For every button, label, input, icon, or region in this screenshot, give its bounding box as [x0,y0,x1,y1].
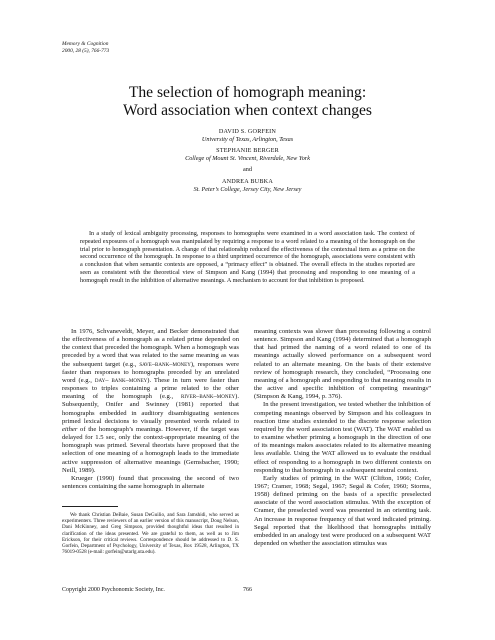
journal-name: Memory & Cognition [62,41,109,47]
author-affiliation: St. Peter’s College, Jersey City, New Jersey [193,185,302,193]
author-affiliation: University of Texas, Arlington, Texas [201,135,294,143]
emphasis: either [62,425,78,433]
author-note-footnote: We thank Christian DeBaie, Susan DeGuilio, and Sara Jamshidi, who served as experimenters. Three reviewers of an earlier version of this manuscript, Doug Nelson, Dani McKinney, and Greg Simpson, provided thoughtful ideas that resulted in clarification of the ideas presented. We are grateful to them, as well as to Jim Erickson, for their critical reviews. Correspondence should be addressed to D. S. Gorfein, Department of Psychology, University of Texas, Box 19528, Arlington, TX 76019-0528 (e-mail: gorfein@utarlg.uta.edu). [62,512,239,556]
example-triple: day– bank–money [94,376,148,384]
author-name: STEPHANIE BERGER [216,147,279,155]
author-name: DAVID S. GORFEIN [218,128,277,135]
author-conjunction: and [243,166,252,174]
body-paragraph: In the present investigation, we tested whether the inhibition of competing meanings observed by Simpson and his colleagues in reaction time studies extended to the discrete response selection required by the word association test (WAT). The WAT enabled us to examine whether priming a homograph in the direction of one of its meanings makes associates related to its alternative meaning less available. Using the WAT allowed us to evaluate the residual effect of responding to a homograph in two different contexts on responding to that homograph in a subsequent neutral context. [254,401,431,474]
copyright-notice: Copyright 2000 Psychonomic Society, Inc. [62,587,165,593]
title-line-1: The selection of homograph meaning: [128,84,367,101]
example-triple: save–bank–money [139,360,191,368]
body-column-right [254,328,431,548]
body-paragraph: Early studies of priming in the WAT (Clifton, 1966; Cofer, 1967; Cramer, 1968; Segal, 1967; Segal & Cofer, 1960; Storms, 1958) defined priming on the basis of a specific preselected associate of the word association stimulus. With the exception of Cramer, the preselected word was presented in an orienting task. An increase in response frequency of that word indicated priming. Segal reported that the likelihood that homographs initially embedded in an analogy test were produced on a subsequent WAT depended on whether the association stimulus was [254,474,431,548]
title-line-2: Word association when context changes [122,102,373,119]
article-title [0,84,495,120]
volume-line: 2000, 28 (5), 766-773 [62,47,110,54]
body-paragraph: In 1976, Schvaneveldt, Meyer, and Becker demonstrated that the effectiveness of a homograph as a related prime depended on the context that preceded the homograph. When a homograph was preceded by a word that was related to the same meaning as was the subsequent target (e.g., save–bank–money), responses were faster than responses to homographs preceded by an unrelated word (e.g., day– bank–money). These in turn were faster than responses to triples containing a prime related to the other meaning of the homograph (e.g., river–bank–money). Subsequently, Onifer and Swinney (1981) reported that homographs embedded in auditory disambiguating sentences primed lexical decisions to visually presented words related to either of the homograph’s meanings. However, if the target was delayed for 1.5 sec, only the context-appropriate meaning of the homograph was primed. Several theorists have proposed that the selection of one meaning of a homograph leads to the immediate active suppression of alternative meanings (Gernsbacher, 1990; Neill, 1989). [62,328,239,474]
page-number: 766 [243,587,252,593]
body-paragraph: meaning contexts was slower than processing following a control sentence. Simpson and Kang (1994) determined that a homograph that had primed the naming of a word related to one of its meanings actually slowed performance on a subsequent word related to an alternate meaning. On the basis of their extensive review of homograph research, they concluded, “Processing one meaning of a homograph and responding to that meaning results in the active and specific inhibition of competing meanings” (Simpson & Kang, 1994, p. 376). [254,328,431,401]
author-affiliation: College of Mount St. Vincent, Riverdale, New York [185,154,310,162]
body-column-left [62,328,239,491]
journal-citation [62,41,109,55]
footnote-divider [62,506,118,507]
author-block [0,128,495,197]
example-triple: river–bank–money [181,393,236,401]
abstract: In a study of lexical ambiguity processing, responses to homographs were examined in a word association task. The context of repeated exposures of a homograph was manipulated by requiring a response to a word related to a meaning of the homograph on the trial prior to homograph presentation. A change of that relationship reduced the effectiveness of the contextual item as a prime on the second occurrence of the homograph. In response to a third unprimed occurrence of the homograph, associations were consistent with a conclusion that when semantic contexts are opposed, a “primacy effect” is obtained. The overall effects in the studies reported are seen as consistent with the theoretical view of Simpson and Kang (1994) that processing and responding to one meaning of a homograph result in the inhibition of alternative meanings. A mechanism to account for that inhibition is proposed. [80,230,415,284]
body-paragraph: Krueger (1990) found that processing the second of two sentences containing the same homograph in alternate [62,474,239,490]
author-name: ANDREA BUBKA [221,177,274,185]
